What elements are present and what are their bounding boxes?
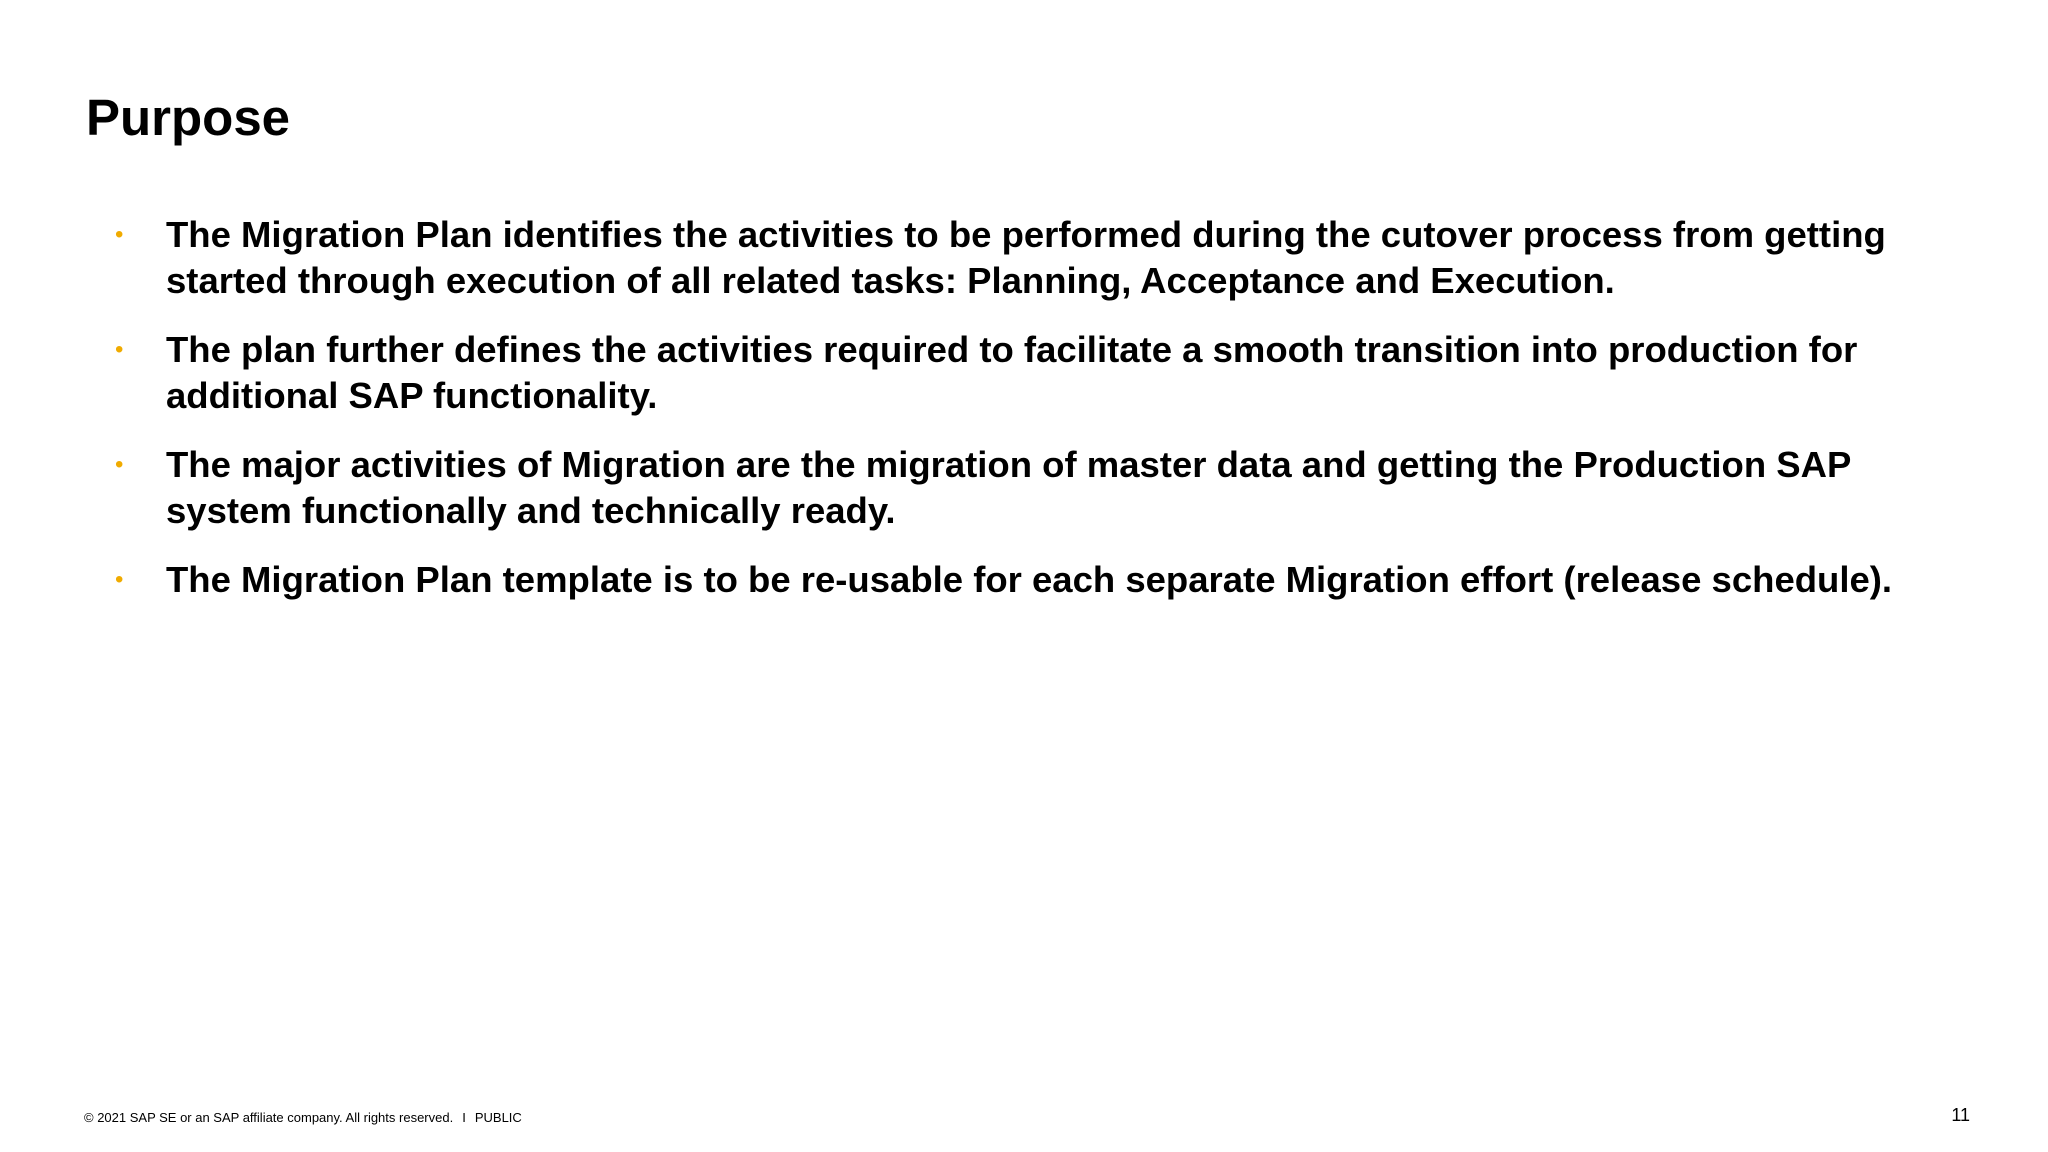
footer-separator: I [462, 1110, 466, 1125]
bullet-item [112, 557, 1972, 603]
bullet-dot-icon: • [115, 221, 124, 248]
footer-classification: PUBLIC [474, 1110, 522, 1125]
bullet-text: The Migration Plan template is to be re-usable for each separate Migration effort (release schedule). [166, 559, 1893, 600]
bullet-dot-icon: • [115, 451, 124, 478]
bullet-list [112, 212, 1972, 626]
footer-copyright: © 2021 SAP SE or an SAP affiliate company. All rights reserved. [84, 1110, 454, 1125]
footer [84, 1110, 522, 1126]
bullet-item [112, 442, 1972, 534]
bullet-text: The Migration Plan identifies the activities to be performed during the cutover process from getting started through execution of all related tasks: Planning, Acceptance and Execution. [166, 214, 1886, 301]
page-number: 11 [1951, 1105, 1970, 1125]
slide-title: Purpose [86, 89, 291, 146]
bullet-dot-icon: • [115, 566, 124, 593]
bullet-dot-icon: • [115, 336, 124, 363]
bullet-text: The major activities of Migration are the migration of master data and getting the Production SAP system functionally and technically ready. [166, 444, 1851, 531]
bullet-item [112, 212, 1972, 304]
bullet-item [112, 327, 1972, 419]
bullet-text: The plan further defines the activities required to facilitate a smooth transition into production for additional SAP functionality. [166, 329, 1858, 416]
